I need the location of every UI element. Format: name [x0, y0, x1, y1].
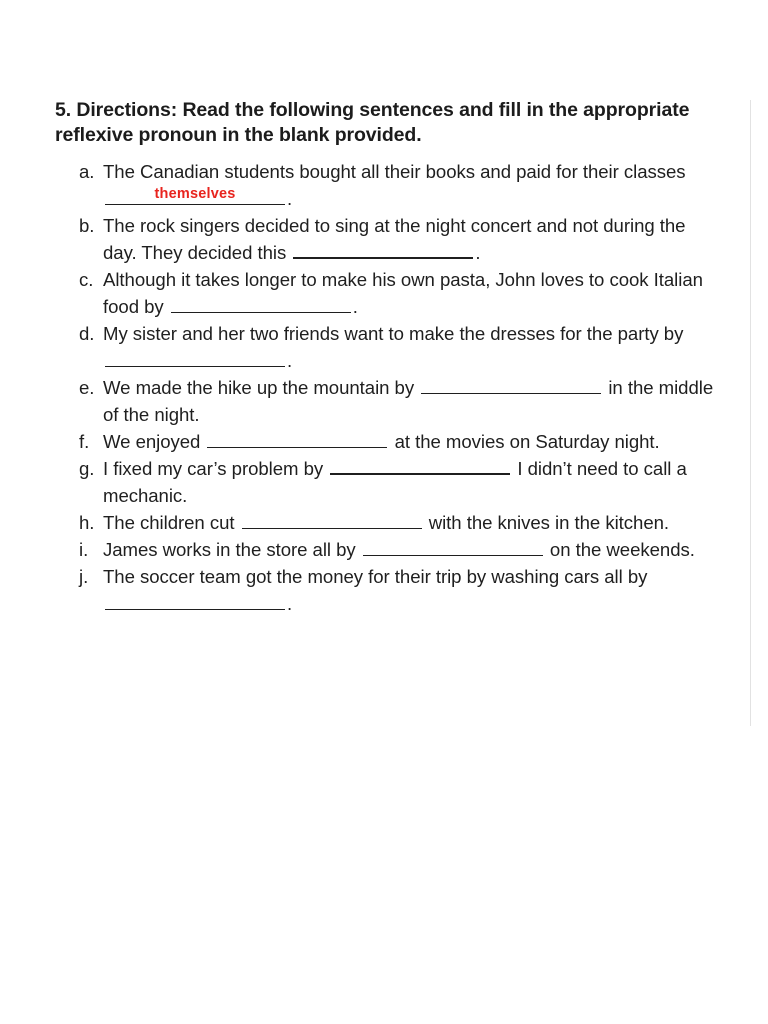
page-edge-divider — [750, 100, 751, 726]
exercise-item-c — [55, 266, 715, 320]
item-text-before: We enjoyed — [103, 431, 206, 452]
item-text-after: with the knives in the kitchen. — [423, 512, 670, 533]
item-text-after: . — [352, 296, 358, 317]
answer-blank[interactable] — [242, 510, 422, 529]
item-marker: f. — [79, 431, 90, 452]
item-text-before: James works in the store all by — [103, 539, 361, 560]
item-text-after: in the middle of the night. — [103, 377, 714, 425]
answer-blank[interactable] — [293, 239, 473, 259]
answer-blank[interactable] — [105, 348, 285, 367]
exercise-item-f — [55, 428, 715, 455]
exercise-item-d — [55, 320, 715, 374]
exercise-item-j — [55, 563, 715, 617]
item-marker: b. — [79, 215, 95, 236]
item-marker: i. — [79, 539, 89, 560]
worksheet — [55, 98, 715, 617]
filled-answer: themselves — [154, 186, 236, 202]
item-text-after: . — [287, 350, 293, 371]
answer-blank[interactable] — [363, 537, 543, 556]
exercise-item-g — [55, 455, 715, 509]
item-marker: c. — [79, 269, 94, 290]
item-text-before: Although it takes longer to make his own pasta, John loves to cook Italian food by — [103, 269, 703, 317]
exercise-item-b — [55, 212, 715, 266]
item-text-before: The soccer team got the money for their trip by washing cars all by — [103, 566, 648, 587]
item-text-before: The Canadian students bought all their books and paid for their classes — [103, 161, 686, 182]
answer-blank[interactable] — [171, 294, 351, 313]
item-text-after: . — [287, 593, 293, 614]
exercise-list — [55, 158, 715, 617]
answer-blank[interactable] — [421, 375, 601, 394]
item-marker: d. — [79, 323, 95, 344]
exercise-item-e — [55, 374, 715, 428]
directions-heading: 5. Directions: Read the following sentences and fill in the appropriate reflexive pronoun in the blank provided. — [55, 99, 690, 146]
answer-blank[interactable] — [330, 455, 510, 475]
item-marker: j. — [79, 566, 89, 587]
exercise-item-i — [55, 536, 715, 563]
answer-blank[interactable] — [207, 429, 387, 448]
item-text-after: at the movies on Saturday night. — [389, 431, 660, 452]
item-marker: e. — [79, 377, 95, 398]
item-marker: g. — [79, 458, 95, 479]
item-text-before: The children cut — [103, 512, 240, 533]
exercise-item-a — [55, 158, 715, 212]
item-text-before: I fixed my car’s problem by — [103, 458, 329, 479]
item-text-before: My sister and her two friends want to make the dresses for the party by — [103, 323, 684, 344]
item-marker: h. — [79, 512, 95, 533]
item-text-after: I didn’t need to call a mechanic. — [103, 458, 687, 506]
answer-blank[interactable] — [105, 186, 285, 205]
exercise-item-h — [55, 509, 715, 536]
item-text-before: The rock singers decided to sing at the night concert and not during the day. They decided this — [103, 215, 686, 263]
item-marker: a. — [79, 161, 95, 182]
item-text-after: . — [475, 242, 481, 263]
item-text-after: on the weekends. — [544, 539, 695, 560]
answer-blank[interactable] — [105, 591, 285, 610]
item-text-before: We made the hike up the mountain by — [103, 377, 420, 398]
item-text-after: . — [287, 188, 293, 209]
